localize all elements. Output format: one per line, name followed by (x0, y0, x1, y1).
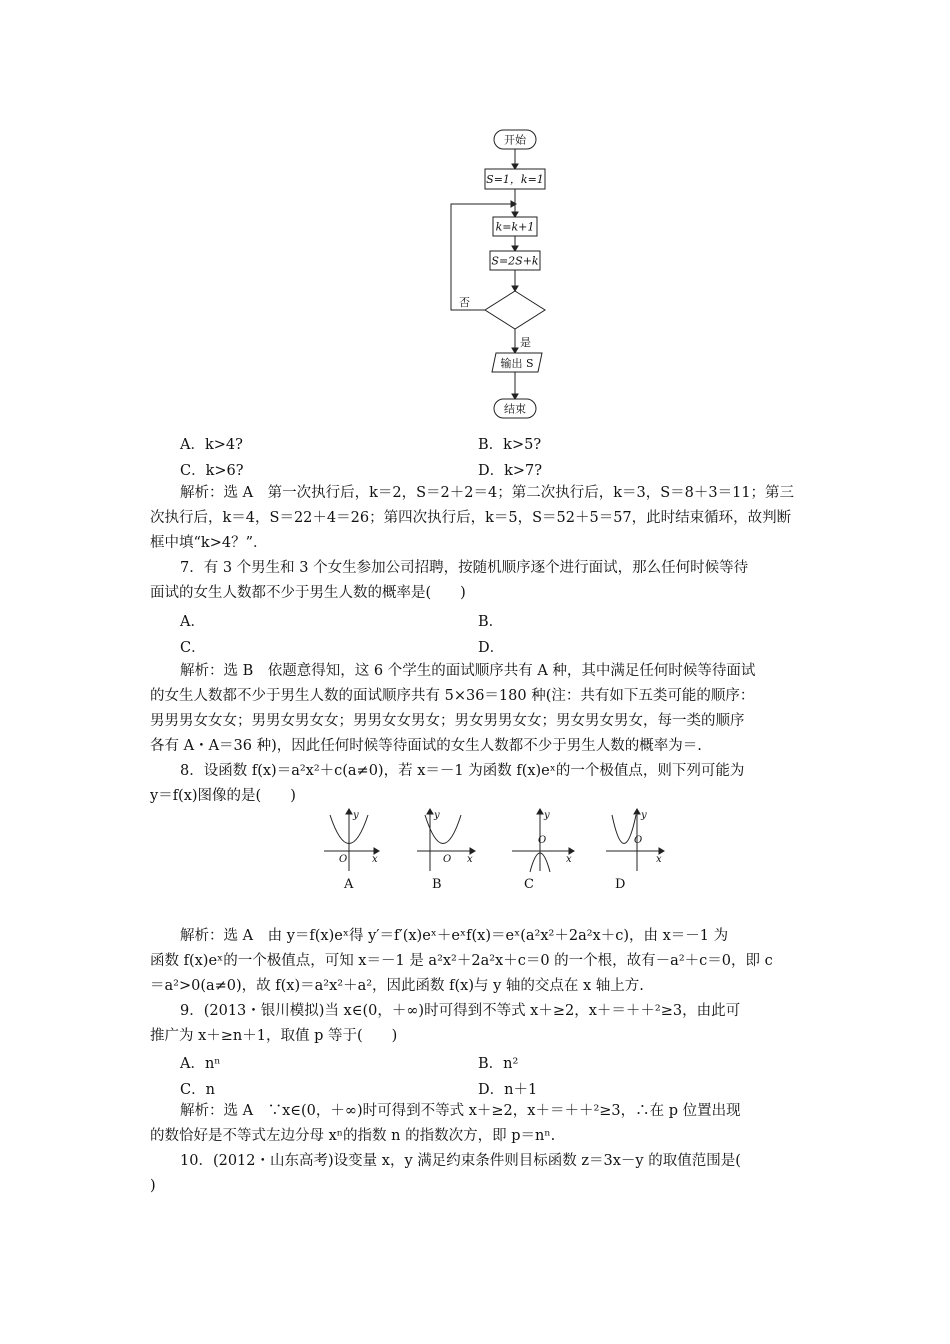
q8-stem-line-2: y＝f(x)图像的是( ) (150, 788, 296, 804)
graph-c-x-label: x (566, 854, 572, 865)
flowchart-k-label: k=k+1 (495, 220, 535, 234)
q9-option-d: D．n＋1 (478, 1082, 538, 1098)
graph-c-origin: O (538, 835, 547, 846)
q10-stem-line-2: ) (150, 1178, 156, 1194)
q6-analysis-line-2: 次执行后，k＝4，S＝22＋4＝26；第四次执行后，k＝5，S＝52＋5＝57，此时结束循环，故判断 (150, 510, 792, 526)
flowchart-s-label: S=2S+k (491, 254, 539, 268)
q6-analysis-line-1: 解析：选 A 第一次执行后，k＝2，S＝2＋2＝4；第二次执行后，k＝3，S＝8＋3＝11；第三 (180, 485, 795, 501)
graph-c-y-label: y (544, 810, 550, 821)
graph-d-origin: O (634, 835, 643, 846)
flowchart (440, 125, 570, 425)
q9-option-a: A．nⁿ (180, 1056, 221, 1072)
graph-d-y-label: y (641, 810, 647, 821)
q7-option-c: C． (180, 640, 206, 656)
q7-analysis-line-4: 各有 A・A＝36 种)，因此任何时候等待面试的女生人数都不少于男生人数的概率为＝. (150, 738, 702, 754)
q8-stem-line-1: 8．设函数 f(x)＝a²x²＋c(a≠0)，若 x＝－1 为函数 f(x)eˣ的一个极值点，则下列可能为 (180, 763, 745, 779)
flowchart-init-label: S=1，k=1 (486, 173, 544, 186)
flowchart-no-label: 否 (459, 296, 470, 309)
graph-b-caption: B (432, 877, 442, 892)
q6-option-c: C．k>6? (180, 463, 244, 479)
q7-stem-line-2: 面试的女生人数都不少于男生人数的概率是( ) (150, 585, 466, 601)
q9-option-b: B．n² (478, 1056, 519, 1072)
q7-analysis-line-3: 男男男女女女；男男女男女女；男男女女男女；男女男男女女；男女男女男女，每一类的顺序 (150, 713, 745, 729)
graph-a-origin: O (339, 854, 348, 865)
q10-stem-line-1: 10．(2012・山东高考)设变量 x，y 满足约束条件则目标函数 z＝3x－y 的取值范围是( (180, 1153, 741, 1169)
flowchart-decision-diamond (485, 291, 545, 329)
q6-option-b: B．k>5? (478, 437, 542, 453)
graph-d-caption: D (615, 877, 626, 892)
graph-a-caption: A (344, 877, 354, 892)
q9-stem-line-2: 推广为 x＋≥n＋1，取值 p 等于( ) (150, 1028, 398, 1044)
q9-analysis-line-1: 解析：选 A ∵x∈(0，＋∞)时可得到不等式 x＋≥2，x＋＝＋＋²≥3，∴在 p 位置出现 (180, 1103, 741, 1119)
q7-analysis-line-2: 的女生人数都不少于男生人数的面试顺序共有 5×36＝180 种(注：共有如下五类可能的顺序： (150, 688, 755, 704)
graph-a-x-label: x (372, 854, 378, 865)
q8-analysis-line-3: ＝a²>0(a≠0)，故 f(x)＝a²x²＋a²，因此函数 f(x)与 y 轴的交点在 x 轴上方. (150, 978, 644, 994)
graph-a (324, 809, 379, 871)
q8-analysis-line-2: 函数 f(x)eˣ的一个极值点，可知 x＝－1 是 a²x²＋2a²x＋c＝0 的一个根，故有－a²＋c＝0，即 c (150, 953, 773, 969)
q7-option-d: D． (478, 640, 505, 656)
graph-a-y-label: y (353, 810, 359, 821)
flowchart-end-label: 结束 (504, 402, 526, 416)
q7-analysis-line-1: 解析：选 B 依题意得知，这 6 个学生的面试顺序共有 A 种，其中满足任何时候等待面试 (180, 663, 756, 679)
q7-option-a: A． (180, 614, 205, 630)
flowchart-yes-label: 是 (520, 336, 531, 349)
flowchart-start-label: 开始 (504, 133, 526, 147)
q6-option-a: A．k>4? (180, 437, 243, 453)
q8-analysis-line-1: 解析：选 A 由 y＝f(x)eˣ得 y′＝f′(x)eˣ＋eˣf(x)＝eˣ(a²x²＋2a²x＋c)，由 x＝－1 为 (180, 928, 729, 944)
q6-analysis-line-3: 框中填“k>4？”． (150, 535, 268, 551)
q9-option-c: C．n (180, 1082, 215, 1098)
graph-b-origin: O (443, 854, 452, 865)
graph-b-x-label: x (467, 854, 473, 865)
graph-b-y-label: y (434, 810, 440, 821)
q9-stem-line-1: 9．(2013・银川模拟)当 x∈(0，＋∞)时可得到不等式 x＋≥2，x＋＝＋＋²≥3，由此可 (180, 1003, 741, 1019)
q7-stem-line-1: 7．有 3 个男生和 3 个女生参加公司招聘，按随机顺序逐个进行面试，那么任何时候等待 (180, 560, 749, 576)
q6-option-d: D．k>7? (478, 463, 543, 479)
q9-analysis-line-2: 的数恰好是不等式左边分母 xⁿ的指数 n 的指数次方，即 p＝nⁿ. (150, 1128, 556, 1144)
flowchart-output-label: 输出 S (500, 357, 534, 370)
q7-option-b: B． (478, 614, 504, 630)
graph-c-caption: C (524, 877, 534, 892)
graph-d-x-label: x (656, 854, 662, 865)
